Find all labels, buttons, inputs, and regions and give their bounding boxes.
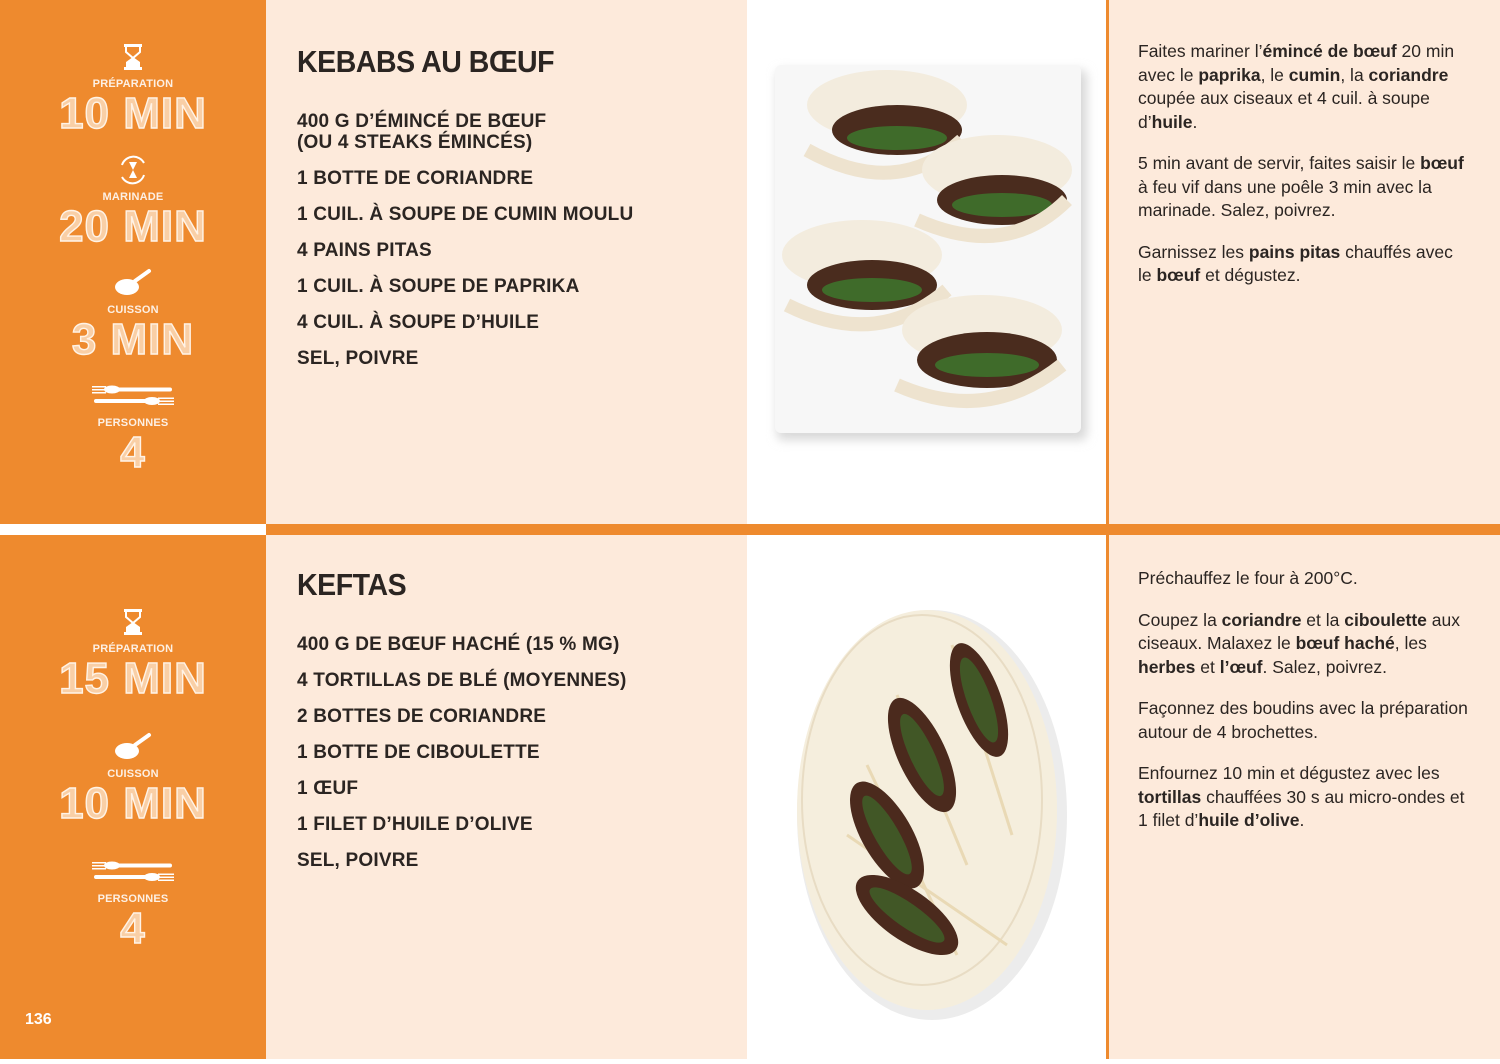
stat-value: 20 MIN (59, 202, 207, 251)
stat-value: 15 MIN (59, 654, 207, 703)
step-highlight: paprika (1198, 64, 1261, 85)
stat-personnes (0, 379, 266, 492)
stat-label: PERSONNES (97, 417, 169, 429)
step-highlight: huile (1151, 111, 1193, 132)
ingredient-item: 1 ŒUF (297, 778, 359, 799)
stat-label: CUISSON (107, 304, 159, 316)
recipe-title: KEBABS AU BŒUF (297, 44, 555, 79)
step-text: et la (1301, 609, 1345, 630)
step-text: 20 min avec le (1138, 41, 1455, 85)
step-highlight: herbes (1138, 656, 1196, 677)
step-highlight: huile d’olive (1198, 810, 1300, 830)
steps-list (1138, 567, 1468, 851)
step-text: , la (1340, 64, 1369, 85)
stat-marinade (0, 153, 266, 266)
step-text: et dégustez. (1200, 265, 1301, 285)
ingredient-item: 4 CUIL. À SOUPE D’HUILE (297, 312, 540, 333)
stat-value: 3 MIN (71, 315, 195, 364)
step-text: . (1192, 111, 1198, 132)
step-text: chauffées 30 s au micro-ondes et 1 filet d’ (1138, 786, 1465, 830)
step-text: et (1195, 656, 1220, 677)
ingredient-item: SEL, POIVRE (297, 348, 419, 369)
step-paragraph (1138, 241, 1468, 288)
step-highlight: coriandre (1368, 64, 1449, 85)
stats-list (0, 40, 266, 492)
step-highlight: cumin (1288, 64, 1341, 85)
step-paragraph (1138, 609, 1468, 680)
stats-list (0, 605, 266, 980)
stat-value: 4 (120, 904, 146, 953)
step-highlight: bœuf (1156, 265, 1201, 285)
stat-label: MARINADE (102, 191, 164, 203)
ingredient-item: SEL, POIVRE (297, 850, 419, 871)
ingredient-item: 1 BOTTE DE CIBOULETTE (297, 742, 540, 763)
forks-icon (92, 855, 174, 889)
stat-label: PRÉPARATION (92, 643, 174, 655)
step-text: Préchauffez le four à 200°C. (1138, 568, 1358, 588)
step-text: aux ciseaux. Malaxez le (1138, 609, 1460, 653)
ingredient-item: 4 PAINS PITAS (297, 240, 432, 261)
forks-icon (92, 379, 174, 413)
step-text: , le (1260, 64, 1289, 85)
step-highlight: coriandre (1221, 609, 1302, 630)
ingredient-item: 1 CUIL. À SOUPE DE CUMIN MOULU (297, 204, 634, 225)
recipe-kebabs (0, 0, 1500, 524)
kebabs-photo (747, 0, 1107, 524)
step-highlight: pains pitas (1248, 241, 1341, 262)
steps-list (1138, 40, 1468, 306)
stat-personnes (0, 855, 266, 980)
stat-preparation (0, 40, 266, 153)
step-paragraph (1138, 697, 1468, 744)
step-text: . (1299, 810, 1305, 830)
ingredient-item: 2 BOTTES DE CORIANDRE (297, 706, 547, 727)
frying-pan-icon (113, 266, 153, 300)
step-text: 5 min avant de servir, faites saisir le (1138, 153, 1421, 173)
ingredient-item: 400 G D’ÉMINCÉ DE BŒUF (OU 4 STEAKS ÉMINCÉS) (297, 111, 547, 153)
step-text: Enfournez 10 min et dégustez avec les (1138, 763, 1440, 783)
recipe-keftas (0, 535, 1500, 1059)
step-text: Façonnez des boudins avec la préparation autour de 4 brochettes. (1138, 698, 1468, 742)
marinade-timer-icon (116, 153, 150, 187)
recipe-divider (266, 524, 1500, 535)
step-paragraph (1138, 762, 1468, 833)
hourglass-icon (122, 40, 144, 74)
frying-pan-icon (113, 730, 153, 764)
stat-label: CUISSON (107, 768, 159, 780)
stat-preparation (0, 605, 266, 730)
step-text: à feu vif dans une poêle 3 min avec la marinade. Salez, poivrez. (1138, 176, 1432, 220)
page-number: 136 (25, 1011, 52, 1028)
stat-label: PRÉPARATION (92, 78, 174, 90)
stat-cuisson (0, 266, 266, 379)
ingredient-item: 1 BOTTE DE CORIANDRE (297, 168, 534, 189)
hourglass-icon (122, 605, 144, 639)
ingredient-item: 400 G DE BŒUF HACHÉ (15 % MG) (297, 634, 620, 655)
step-highlight: émincé de bœuf (1262, 41, 1397, 61)
stat-value: 4 (120, 428, 146, 477)
step-text: . Salez, poivrez. (1262, 656, 1387, 677)
stat-value: 10 MIN (59, 89, 207, 138)
step-text: chauffés avec le (1138, 241, 1453, 285)
stat-cuisson (0, 730, 266, 855)
stat-label: PERSONNES (97, 893, 169, 905)
step-highlight: bœuf haché (1295, 633, 1395, 653)
ingredients-list (297, 634, 627, 886)
step-highlight: bœuf (1420, 153, 1464, 173)
step-highlight: l’œuf (1219, 656, 1263, 677)
step-text: Coupez la (1138, 609, 1222, 630)
step-text: Garnissez les (1138, 241, 1249, 262)
stat-value: 10 MIN (59, 779, 207, 828)
ingredient-item: 1 FILET D’HUILE D’OLIVE (297, 814, 533, 835)
recipe-title: KEFTAS (297, 567, 407, 602)
keftas-photo (747, 535, 1107, 1059)
ingredient-item: 1 CUIL. À SOUPE DE PAPRIKA (297, 276, 580, 297)
ingredients-list (297, 111, 633, 384)
step-text: , les (1394, 633, 1427, 653)
step-paragraph (1138, 152, 1468, 223)
step-paragraph (1138, 40, 1468, 134)
step-paragraph (1138, 567, 1468, 591)
step-highlight: tortillas (1138, 786, 1202, 807)
ingredient-item: 4 TORTILLAS DE BLÉ (MOYENNES) (297, 670, 627, 691)
step-highlight: ciboulette (1344, 609, 1427, 630)
step-text: coupée aux ciseaux et 4 cuil. à soupe d’ (1138, 88, 1430, 132)
step-text: Faites mariner l’ (1138, 41, 1263, 61)
